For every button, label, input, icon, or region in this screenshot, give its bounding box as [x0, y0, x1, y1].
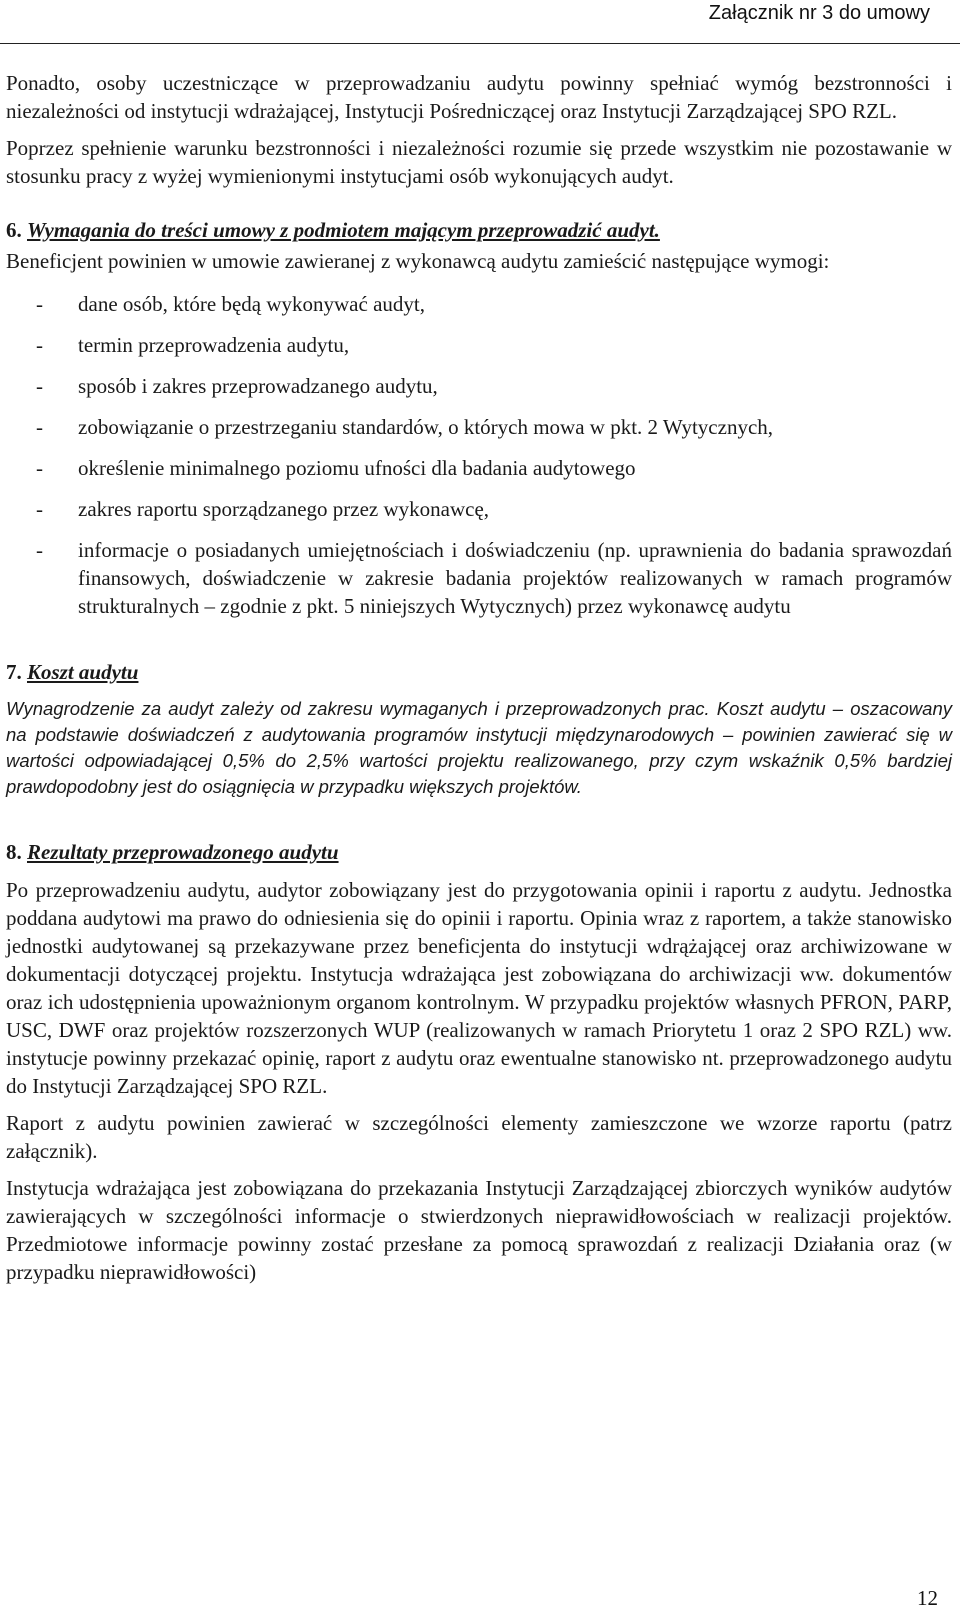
- page-number: 12: [917, 1586, 938, 1610]
- document-body: [6, 69, 952, 1286]
- list-dash: -: [36, 292, 43, 316]
- list-item: [6, 536, 952, 620]
- section-8-title: Rezultaty przeprowadzonego audytu: [27, 840, 339, 864]
- list-item-text: określenie minimalnego poziomu ufności dla badania audytowego: [78, 456, 636, 480]
- list-item: [6, 413, 952, 441]
- list-item-text: dane osób, które będą wykonywać audyt,: [78, 292, 425, 316]
- requirements-list: [6, 290, 952, 620]
- section-7-body: Wynagrodzenie za audyt zależy od zakresu wymaganych i przeprowadzonych prac. Koszt audytu – oszacowany na podstawie doświadczeń z audytowania programów instytucji międzynarodowych – powinien zawierać się w wartości odpowiadającej 0,5% do 2,5% wartości projektu realizowanego, przy czym wskaźnik 0,5% bardziej prawdopodobny jest do osiągnięcia w przypadku większych projektów.: [6, 698, 952, 797]
- list-item-text: sposób i zakres przeprowadzanego audytu,: [78, 374, 438, 398]
- list-dash: -: [36, 415, 43, 439]
- list-item-text: zakres raportu sporządzanego przez wykonawcę,: [78, 497, 490, 521]
- section-6-title: Wymagania do treści umowy z podmiotem mającym przeprowadzić audyt.: [27, 218, 660, 242]
- list-dash: -: [36, 333, 43, 357]
- list-item: [6, 331, 952, 359]
- section-6-heading: [6, 216, 952, 244]
- section-8-heading: [6, 838, 952, 866]
- list-dash: -: [36, 456, 43, 480]
- section-8-paragraph-2: Raport z audytu powinien zawierać w szczególności elementy zamieszczone we wzorze raportu (patrz załącznik).: [6, 1111, 952, 1163]
- list-dash: -: [36, 538, 43, 562]
- list-item: [6, 495, 952, 523]
- intro-paragraph-1: Ponadto, osoby uczestniczące w przeprowadzaniu audytu powinny spełniać wymóg bezstronności i niezależności od instytucji wdrażającej, Instytucji Pośredniczącej oraz Instytucji Zarządzającej SPO RZL.: [6, 71, 952, 123]
- section-8-paragraph-3: Instytucja wdrażająca jest zobowiązana do przekazania Instytucji Zarządzającej zbiorczych wyników audytów zawierających w szczególności informacje o stwierdzonych nieprawidłowościach w realizacji projektów. Przedmiotowe informacje powinny zostać przesłane za pomocą sprawozdań z realizacji Działania oraz (w przypadku nieprawidłowości): [6, 1176, 952, 1284]
- page-header: Załącznik nr 3 do umowy: [708, 2, 930, 24]
- list-item: [6, 372, 952, 400]
- intro-paragraph-2: Poprzez spełnienie warunku bezstronności i niezależności rozumie się przede wszystkim nie pozostawanie w stosunku pracy z wyżej wymienionymi instytucjami osób wykonujących audyt.: [6, 136, 952, 188]
- list-item-text: zobowiązanie o przestrzeganiu standardów, o których mowa w pkt. 2 Wytycznych,: [78, 415, 774, 439]
- section-6-number: 6.: [6, 218, 22, 242]
- list-item: [6, 454, 952, 482]
- list-dash: -: [36, 497, 43, 521]
- section-7-heading: [6, 658, 952, 686]
- section-8-number: 8.: [6, 840, 22, 864]
- section-7-number: 7.: [6, 660, 22, 684]
- section-6-intro: Beneficjent powinien w umowie zawieranej z wykonawcą audytu zamieścić następujące wymogi:: [6, 249, 830, 273]
- section-8-paragraph-1: Po przeprowadzeniu audytu, audytor zobowiązany jest do przygotowania opinii i raportu z audytu. Jednostka poddana audytowi ma prawo do odniesienia się do opinii i raportu. Opinia wraz z raportem, a także stanowisko jednostki audytowanej są przekazywane przez beneficjenta do instytucji wdrążającej oraz archiwizowane w dokumentacji dotyczącej projektu. Instytucja wdrażająca jest zobowiązana do archiwizacji ww. dokumentów oraz ich udostępnienia upoważnionym organom kontrolnym. W przypadku projektów własnych PFRON, PARP, USC, DWF oraz projektów rozszerzonych WUP (realizowanych w ramach Priorytetu 1 oraz 2 SPO RZL) ww. instytucje powinny przekazać opinię, raport z audytu oraz ewentualne stanowisko nt. przeprowadzonego audytu do Instytucji Zarządzającej SPO RZL.: [6, 878, 952, 1098]
- list-item-text: termin przeprowadzenia audytu,: [78, 333, 350, 357]
- header-divider: [0, 43, 960, 44]
- section-7-title: Koszt audytu: [27, 660, 139, 684]
- list-item: [6, 290, 952, 318]
- list-item-text: informacje o posiadanych umiejętnościach i doświadczeniu (np. uprawnienia do badania sprawozdań finansowych, doświadczenie w zakresie badania projektów realizowanych w ramach programów strukturalnych – zgodnie z pkt. 5 niniejszych Wytycznych) przez wykonawcę audytu: [78, 538, 952, 618]
- list-dash: -: [36, 374, 43, 398]
